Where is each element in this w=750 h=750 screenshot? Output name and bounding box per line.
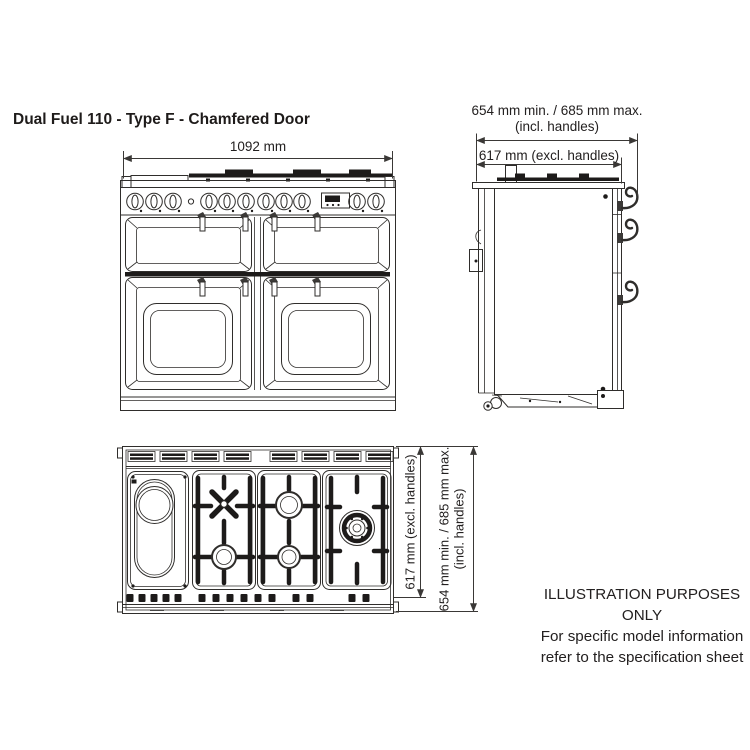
top-view-knobs <box>127 594 370 602</box>
side-plinth <box>497 391 624 409</box>
burner-small-left <box>212 545 236 569</box>
grill-door-right <box>264 218 390 272</box>
side-view-drawing <box>470 166 638 411</box>
hotplate-zone <box>136 487 173 524</box>
dim-top-incl-label <box>438 447 467 612</box>
pan-support-middle <box>258 471 321 590</box>
oven-window-right <box>282 304 371 375</box>
front-griddle-plate <box>131 176 188 181</box>
griddle-section <box>128 472 189 590</box>
oven-door-left <box>126 278 252 390</box>
dim-width-label: 1092 mm <box>229 139 287 154</box>
side-body <box>495 189 622 395</box>
dim-top-excl-label: 617 mm (excl. handles) <box>402 454 418 590</box>
disclaimer-line2: For specific model information <box>540 628 744 645</box>
front-view-drawing <box>121 170 396 411</box>
front-control-panel <box>121 193 396 215</box>
dim-top-incl-line2: (incl. handles) <box>451 488 466 570</box>
wok-burner <box>340 511 375 546</box>
burner-medium <box>276 492 302 518</box>
disclaimer-note <box>538 584 746 668</box>
dim-top-incl-line1: 654 mm min. / 685 mm max. <box>436 446 452 612</box>
door-handle-brackets <box>197 212 321 296</box>
clock-display <box>322 193 350 208</box>
dim-depth-incl-sub: (incl. handles) <box>514 119 600 134</box>
side-handles <box>617 188 637 305</box>
vent-grilles <box>128 452 393 462</box>
disclaimer-line3: refer to the specification sheet <box>540 649 744 666</box>
disclaimer-line1: ILLUSTRATION PURPOSES ONLY <box>543 586 741 624</box>
pan-support-left <box>193 471 256 590</box>
dim-depth-excl-label: 617 mm (excl. handles) <box>478 148 620 163</box>
top-view-drawing <box>118 447 399 614</box>
side-hob-shelf <box>473 183 625 189</box>
burner-small-right <box>278 546 300 568</box>
burner-cross <box>212 492 236 516</box>
dim-depth-incl-label: 654 mm min. / 685 mm max. <box>471 103 643 118</box>
page-title: Dual Fuel 110 - Type F - Chamfered Door <box>13 111 310 128</box>
oven-window-left <box>144 304 233 375</box>
pan-support-wok <box>323 471 392 590</box>
grill-door-left <box>126 218 252 272</box>
oven-door-right <box>264 278 390 390</box>
front-plinth <box>121 397 396 411</box>
